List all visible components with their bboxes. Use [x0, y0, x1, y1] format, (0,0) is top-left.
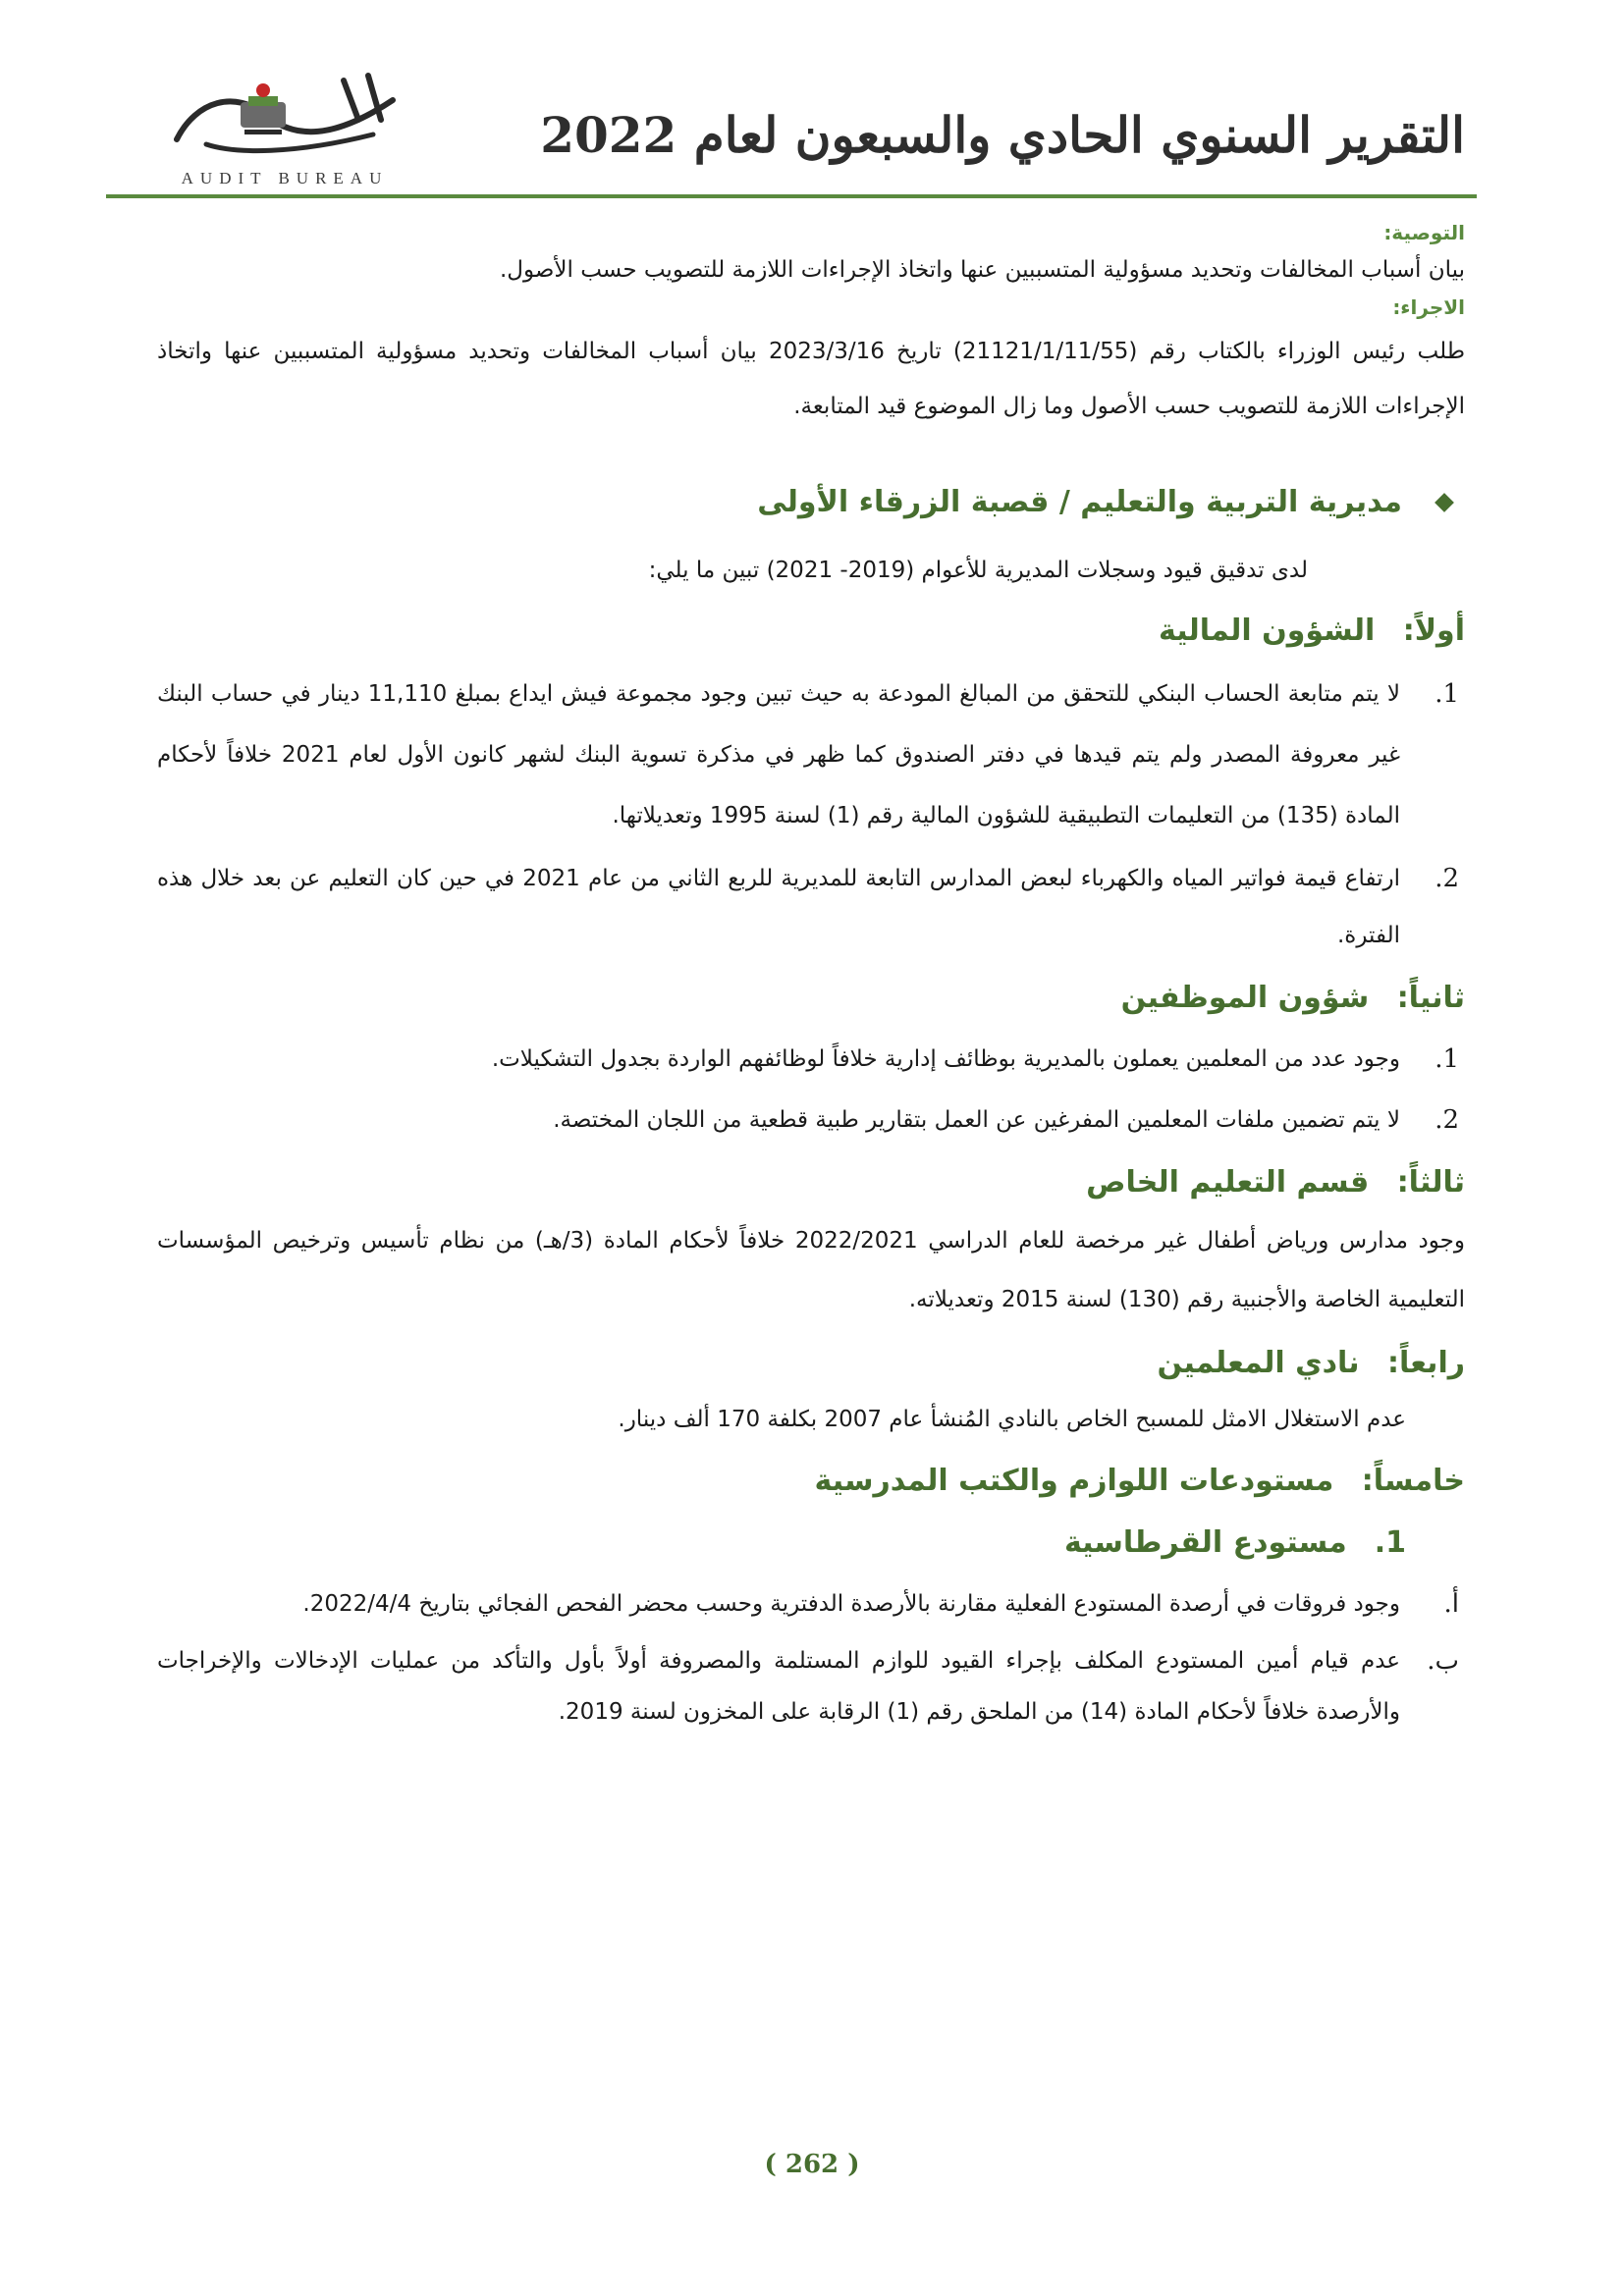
- list-item: [157, 664, 1465, 846]
- subheading-title: قسم التعليم الخاص: [1086, 1165, 1370, 1200]
- page-number: ( 262 ): [764, 2150, 860, 2179]
- audit-bureau-logo: [147, 61, 422, 188]
- list-item: [157, 850, 1465, 964]
- subheading-stationery-warehouse: [157, 1514, 1406, 1573]
- item-text: عدم قيام أمين المستودع المكلف بإجراء القيود للوازم المستلمة والمصروفة أولاً بأول والتأكد من عمليات الإدخالات والإخراجات والأرصدة خلافاً لأحكام المادة (14) من الملحق رقم (1) الرقابة على المخزون لسنة 2019.: [157, 1648, 1400, 1725]
- recommendation-text: بيان أسباب المخالفات وتحديد مسؤولية المتسببين عنها واتخاذ الإجراءات اللازمة للتصويب حسب الأصول.: [499, 257, 1465, 283]
- subheading-title: مستودعات اللوازم والكتب المدرسية: [814, 1464, 1334, 1498]
- private-education-text: وجود مدارس ورياض أطفال غير مرخصة للعام الدراسي 2022/2021 خلافاً لأحكام المادة (3/هـ) من نظام تأسيس وترخيص المؤسسات التعليمية الخاصة والأجنبية رقم (130) لسنة 2015 وتعديلاته.: [157, 1228, 1465, 1312]
- diamond-bullet-icon: [1435, 493, 1454, 512]
- subheading-private-education: [157, 1154, 1465, 1211]
- item-text: وجود عدد من المعلمين يعملون بالمديرية بوظائف إدارية خلافاً لوظائفهم الواردة بجدول التشكيلات.: [491, 1046, 1400, 1072]
- section-intro: لدى تدقيق قيود وسجلات المديرية للأعوام (2019- 2021) تبين ما يلي:: [648, 558, 1308, 583]
- list-item: [157, 1031, 1465, 1088]
- subheading-ordinal: رابعاً:: [1386, 1346, 1465, 1380]
- item-text: ارتفاع قيمة فواتير المياه والكهرباء لبعض المدارس التابعة للمديرية للربع الثاني من عام 2021 في حين كان التعليم عن بعد خلال هذه الفترة.: [157, 866, 1401, 948]
- item-letter: ب.: [1427, 1646, 1459, 1676]
- item-number: 1.: [1435, 679, 1459, 709]
- recommendation-label: التوصية:: [1383, 221, 1465, 244]
- action-text: طلب رئيس الوزراء بالكتاب رقم (21121/1/11/55) تاريخ 2023/3/16 بيان أسباب المخالفات وتحديد مسؤولية المتسببين عنها واتخاذ الإجراءات اللازمة للتصويب حسب الأصول وما زال الموضوع قيد المتابعة.: [157, 339, 1466, 419]
- header-divider: [106, 194, 1477, 198]
- subheading-ordinal: خامساً:: [1361, 1464, 1465, 1498]
- item-letter: أ.: [1443, 1589, 1459, 1619]
- subheading-ordinal: أولاً:: [1402, 614, 1465, 648]
- logo-english-text: AUDIT BUREAU: [181, 169, 389, 187]
- logo-emblem-icon: [147, 61, 422, 169]
- section-title: مديرية التربية والتعليم / قصبة الزرقاء الأولى: [757, 485, 1402, 519]
- teachers-club-text: عدم الاستغلال الامثل للمسبح الخاص بالنادي المُنشأ عام 2007 بكلفة 170 ألف دينار.: [618, 1407, 1406, 1432]
- subheading-financial: [157, 603, 1465, 660]
- report-title: التقرير السنوي الحادي والسبعون لعام 2022: [540, 106, 1465, 164]
- subheading-number: 1.: [1374, 1525, 1406, 1560]
- subheading-ordinal: ثانياً:: [1396, 981, 1465, 1015]
- item-text: لا يتم متابعة الحساب البنكي للتحقق من المبالغ المودعة به حيث تبين وجود مجموعة فيش ايداع بمبلغ 11,110 دينار في حساب البنك غير معروفة المصدر ولم يتم قيدها في دفتر الصندوق كما ظهر في مذكرة تسوية البنك لشهر كانون الأول لعام 2021 خلافاً لأحكام المادة (135) من التعليمات التطبيقية للشؤون المالية رقم (1) لسنة 1995 وتعديلاتها.: [157, 681, 1400, 828]
- subheading-personnel: [157, 970, 1465, 1027]
- item-number: 2.: [1435, 864, 1459, 893]
- subheading-title: مستودع القرطاسية: [1063, 1525, 1347, 1560]
- subheading-teachers-club: [157, 1335, 1465, 1392]
- item-text: وجود فروقات في أرصدة المستودع الفعلية مقارنة بالأرصدة الدفترية وحسب محضر الفحص الفجائي بتاريخ 2022/4/4.: [302, 1591, 1400, 1617]
- item-text: لا يتم تضمين ملفات المعلمين المفرغين عن العمل بتقارير طبية قطعية من اللجان المختصة.: [553, 1107, 1400, 1133]
- action-label: الاجراء:: [1392, 295, 1465, 319]
- subheading-warehouses: [157, 1453, 1465, 1510]
- item-number: 1.: [1435, 1044, 1459, 1074]
- list-item: [157, 1576, 1465, 1631]
- subheading-title: نادي المعلمين: [1157, 1346, 1360, 1380]
- item-number: 2.: [1435, 1105, 1459, 1135]
- subheading-title: شؤون الموظفين: [1120, 981, 1370, 1015]
- subheading-title: الشؤون المالية: [1159, 614, 1376, 648]
- subheading-ordinal: ثالثاً:: [1396, 1165, 1465, 1200]
- section-heading: [157, 473, 1465, 532]
- main-content: [157, 216, 1465, 1737]
- list-item: [157, 1092, 1465, 1148]
- list-item: [157, 1635, 1465, 1737]
